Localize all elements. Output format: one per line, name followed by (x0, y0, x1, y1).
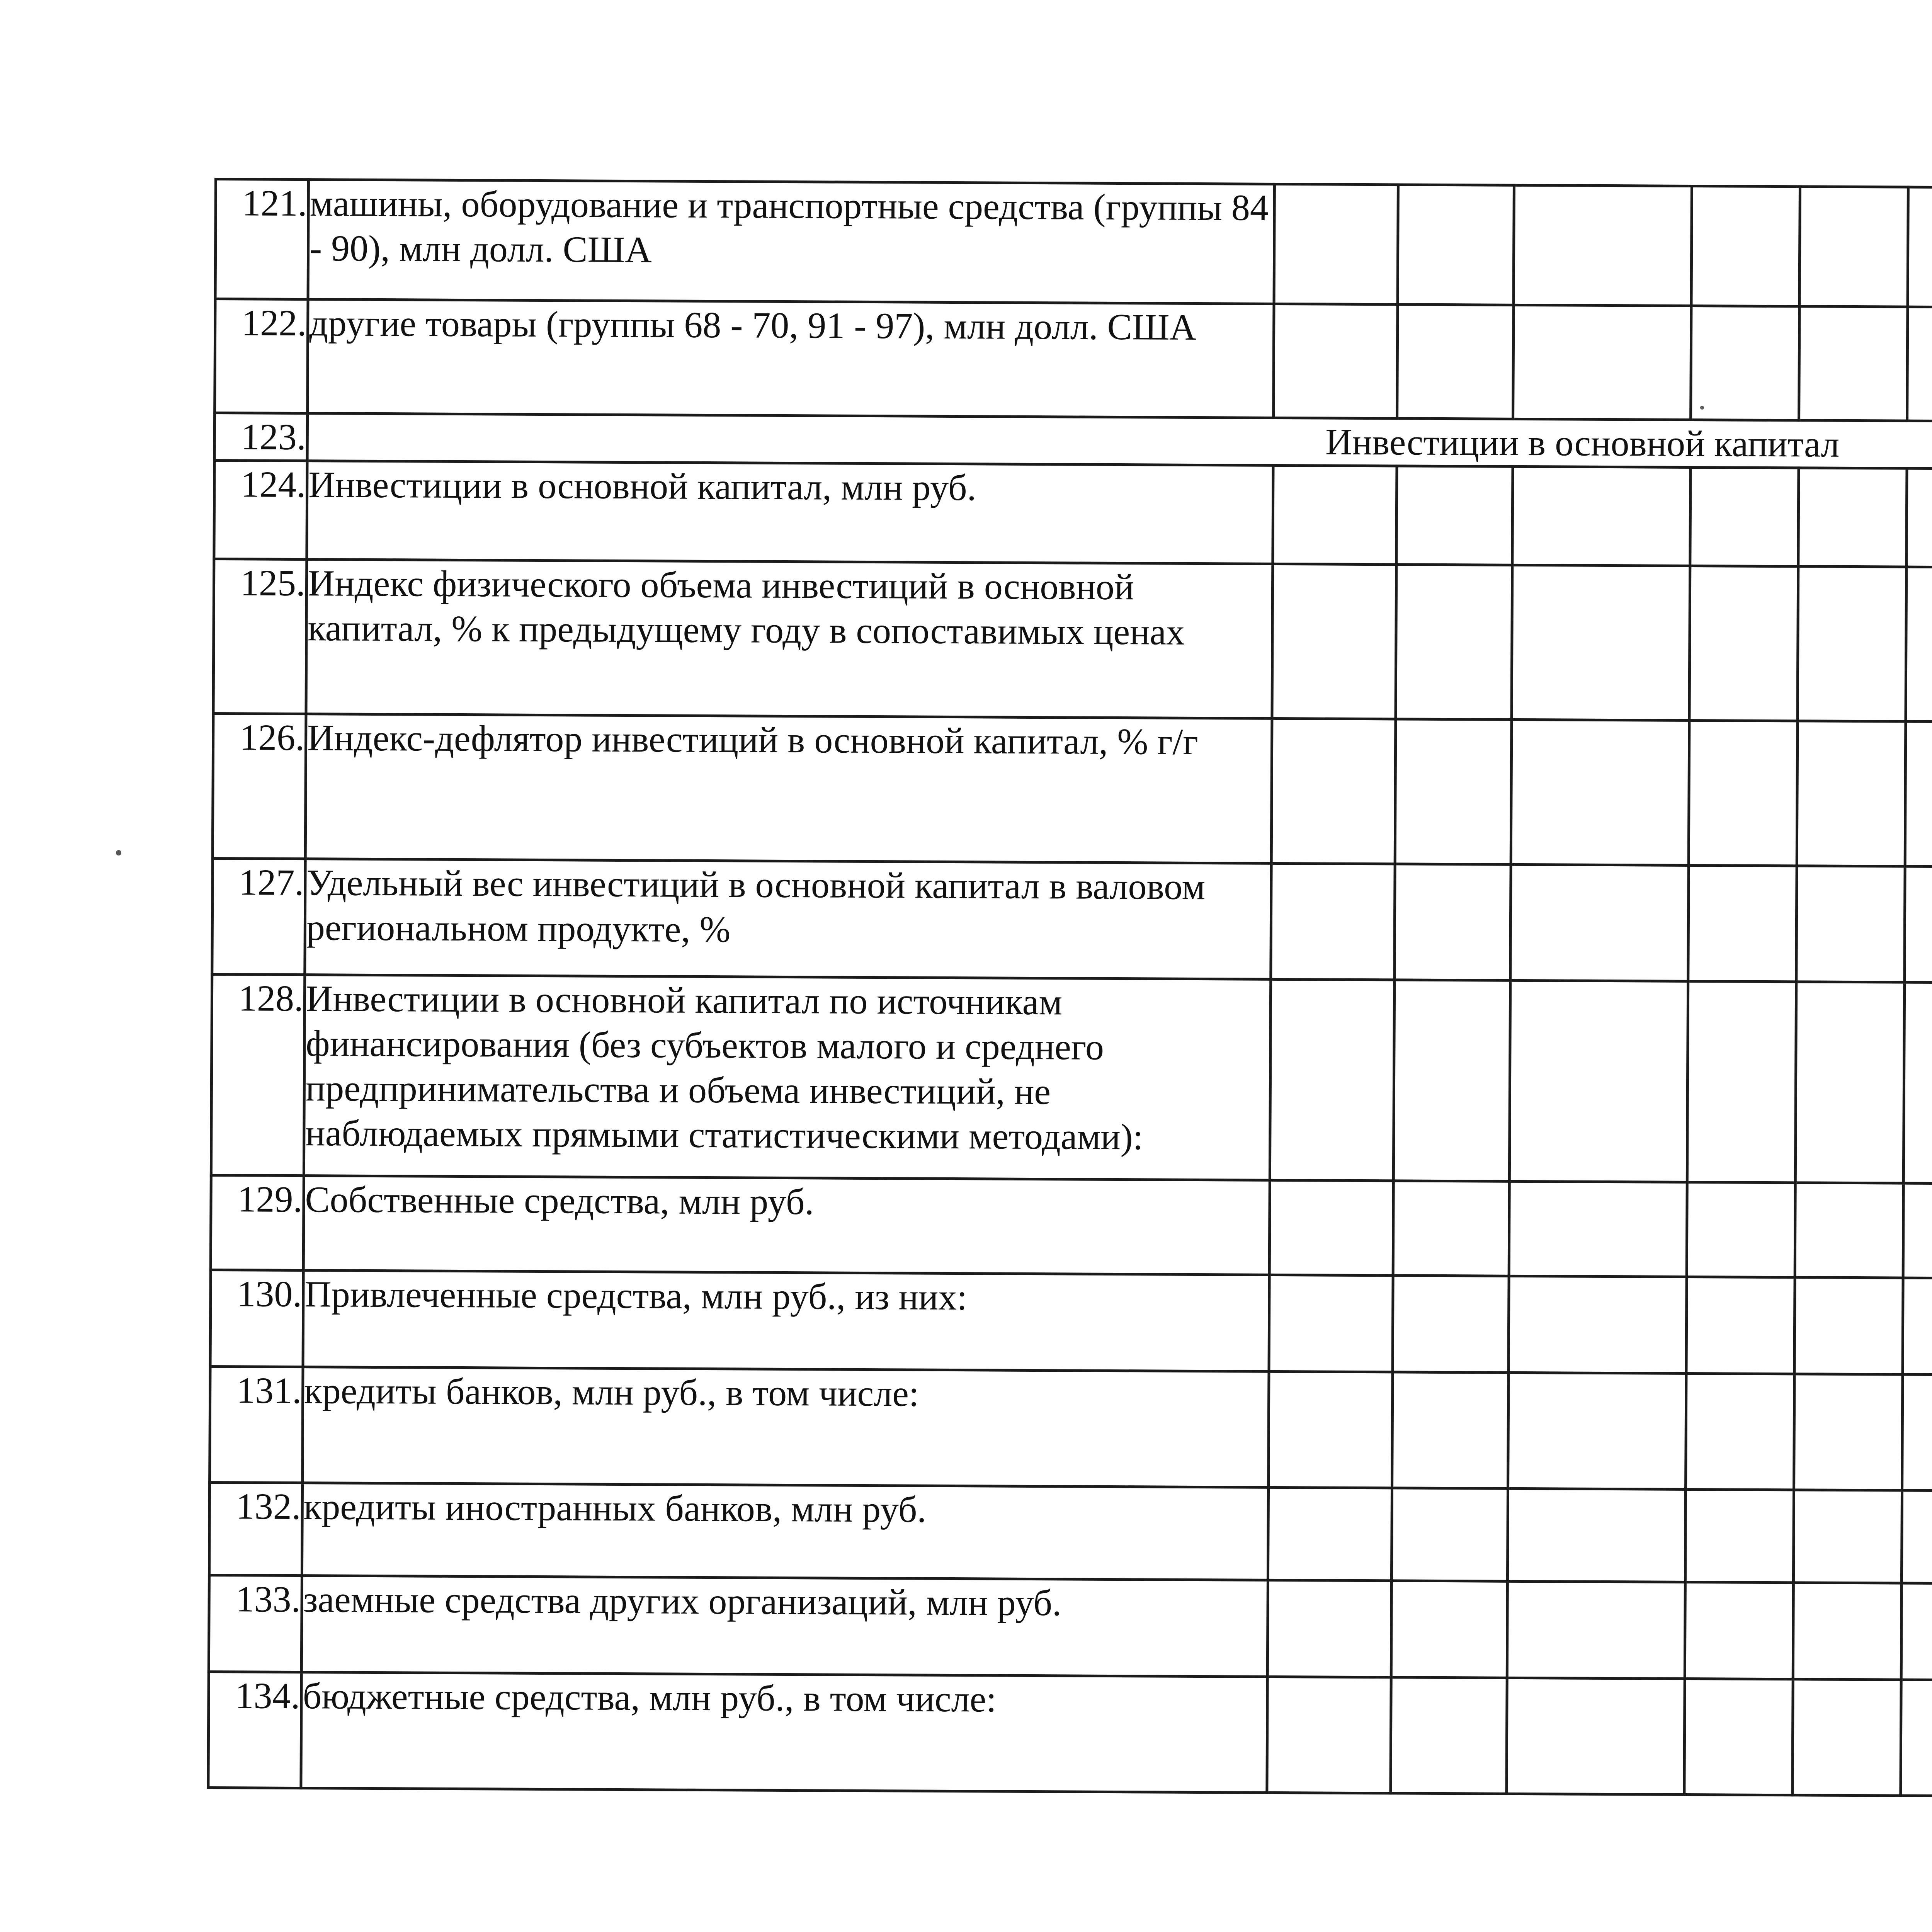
table-row (209, 1482, 1932, 1587)
data-cell (1901, 1680, 1932, 1796)
data-cell (1274, 184, 1398, 304)
data-cell (1907, 307, 1932, 422)
data-cell (1686, 1277, 1795, 1374)
data-cell (1509, 980, 1688, 1182)
data-cell (1689, 566, 1798, 721)
table-row (213, 559, 1932, 726)
row-label: Привлеченные средства, млн руб., из них: (303, 1270, 1269, 1372)
data-cell (1512, 565, 1690, 720)
row-number: 133. (209, 1575, 302, 1672)
data-cell (1398, 185, 1514, 305)
data-cell (1686, 1373, 1794, 1490)
data-cell (1509, 1181, 1687, 1277)
data-cell (1269, 1275, 1393, 1372)
data-cell (1799, 187, 1908, 307)
data-cell (1687, 1182, 1795, 1277)
data-cell (1269, 1371, 1393, 1488)
table-row (210, 1366, 1932, 1495)
data-cell (1689, 721, 1798, 866)
row-number: 129. (211, 1175, 304, 1270)
data-cell (1799, 306, 1908, 421)
table-row (208, 1672, 1932, 1800)
data-cell (1514, 185, 1692, 306)
row-label: другие товары (группы 68 - 70, 91 - 97), млн долл. США (308, 299, 1274, 418)
row-number: 123. (214, 413, 308, 461)
row-label: Индекс физического объема инвестиций в основной капитал, % к предыдущему году в сопоставимых ценах (306, 560, 1273, 719)
data-cell (1391, 1677, 1507, 1794)
data-cell (1396, 565, 1512, 719)
data-cell (1272, 564, 1396, 719)
row-number: 127. (212, 858, 305, 975)
table-row (214, 461, 1932, 571)
table-row (209, 1575, 1932, 1684)
data-cell (1685, 1489, 1794, 1582)
data-cell (1795, 982, 1904, 1183)
section-title: Инвестиции в основной капитал (307, 413, 1932, 473)
row-number: 122. (215, 299, 308, 413)
data-cell (1271, 863, 1395, 980)
document-sheet (207, 178, 1932, 1801)
table-row (212, 858, 1932, 986)
row-number: 128. (211, 974, 304, 1175)
data-cell (1271, 718, 1396, 864)
data-cell (1688, 865, 1797, 981)
data-cell (1795, 1183, 1903, 1278)
data-cell (1908, 187, 1932, 308)
row-label: Инвестиции в основной капитал, млн руб. (307, 461, 1273, 564)
data-cell (1393, 980, 1510, 1181)
row-number: 121. (215, 179, 308, 299)
data-cell (1393, 1276, 1509, 1372)
data-cell (1396, 466, 1513, 565)
row-number: 125. (213, 559, 307, 714)
data-cell (1508, 1372, 1686, 1489)
table-row (215, 299, 1932, 425)
data-cell (1903, 1183, 1932, 1279)
data-cell (1901, 1490, 1932, 1584)
data-cell (1507, 1678, 1685, 1794)
data-cell (1393, 1181, 1509, 1276)
row-number: 134. (208, 1672, 301, 1788)
row-number: 126. (213, 714, 306, 859)
data-cell (1395, 719, 1512, 864)
data-cell (1687, 981, 1796, 1182)
scan-speck (116, 850, 121, 855)
data-cell (1267, 1677, 1391, 1793)
row-label: кредиты банков, млн руб., в том числе: (303, 1367, 1269, 1488)
data-cell (1685, 1582, 1793, 1679)
data-cell (1395, 864, 1511, 980)
data-cell (1268, 1487, 1392, 1581)
data-cell (1391, 1488, 1508, 1581)
row-number: 130. (210, 1270, 303, 1367)
data-cell (1903, 982, 1932, 1184)
data-cell (1903, 1278, 1932, 1375)
data-cell (1793, 1583, 1901, 1680)
row-number: 124. (214, 461, 307, 560)
row-label: кредиты иностранных банков, млн руб. (302, 1483, 1268, 1580)
row-label: Индекс-дефлятор инвестиций в основной капитал, % г/г (305, 714, 1272, 864)
data-cell (1507, 1488, 1685, 1582)
data-cell (1391, 1581, 1507, 1678)
data-cell (1511, 719, 1689, 865)
data-cell (1513, 305, 1691, 420)
data-cell (1794, 1374, 1903, 1490)
row-label: Удельный вес инвестиций в основной капитал в валовом региональном продукте, % (305, 859, 1271, 980)
data-cell (1905, 866, 1932, 983)
table-row (213, 714, 1932, 871)
data-cell (1796, 866, 1905, 982)
data-cell (1901, 1583, 1932, 1680)
data-cell (1273, 465, 1397, 565)
row-label: машины, оборудование и транспортные средства (группы 84 - 90), млн долл. США (308, 180, 1274, 304)
data-cell (1507, 1581, 1685, 1679)
data-cell (1797, 721, 1906, 866)
data-cell (1691, 186, 1800, 306)
table-row (211, 974, 1932, 1187)
data-cell (1397, 304, 1514, 419)
row-label: бюджетные средства, млн руб., в том числе: (301, 1672, 1267, 1793)
data-cell (1392, 1372, 1509, 1488)
data-cell (1793, 1679, 1901, 1796)
row-label: Собственные средства, млн руб. (303, 1176, 1270, 1275)
data-cell (1905, 721, 1932, 867)
data-cell (1269, 1180, 1393, 1276)
investment-table (207, 178, 1932, 1801)
data-cell (1267, 1580, 1391, 1677)
row-label: Инвестиции в основной капитал по источникам финансирования (без субъектов малого и среднего предпринимательства и объема инвестиций, не наблюдаемых прямыми статистическими методами): (304, 975, 1270, 1180)
data-cell (1510, 864, 1689, 981)
data-cell (1509, 1276, 1687, 1373)
table-row (211, 1175, 1932, 1282)
data-cell (1793, 1490, 1902, 1583)
data-cell (1512, 466, 1690, 566)
data-cell (1798, 566, 1906, 721)
data-cell (1691, 306, 1799, 420)
data-cell (1902, 1374, 1932, 1491)
data-cell (1690, 468, 1799, 566)
row-label: заемные средства других организаций, млн руб. (301, 1576, 1268, 1677)
data-cell (1274, 304, 1398, 418)
data-cell (1270, 979, 1394, 1181)
data-cell (1794, 1277, 1903, 1374)
data-cell (1684, 1679, 1793, 1795)
row-number: 131. (210, 1366, 303, 1483)
data-cell (1798, 468, 1907, 567)
data-cell (1906, 567, 1932, 722)
table-row (215, 179, 1932, 311)
data-cell (1906, 468, 1932, 568)
row-number: 132. (209, 1482, 302, 1575)
table-row (210, 1270, 1932, 1379)
table-body (208, 179, 1932, 1800)
